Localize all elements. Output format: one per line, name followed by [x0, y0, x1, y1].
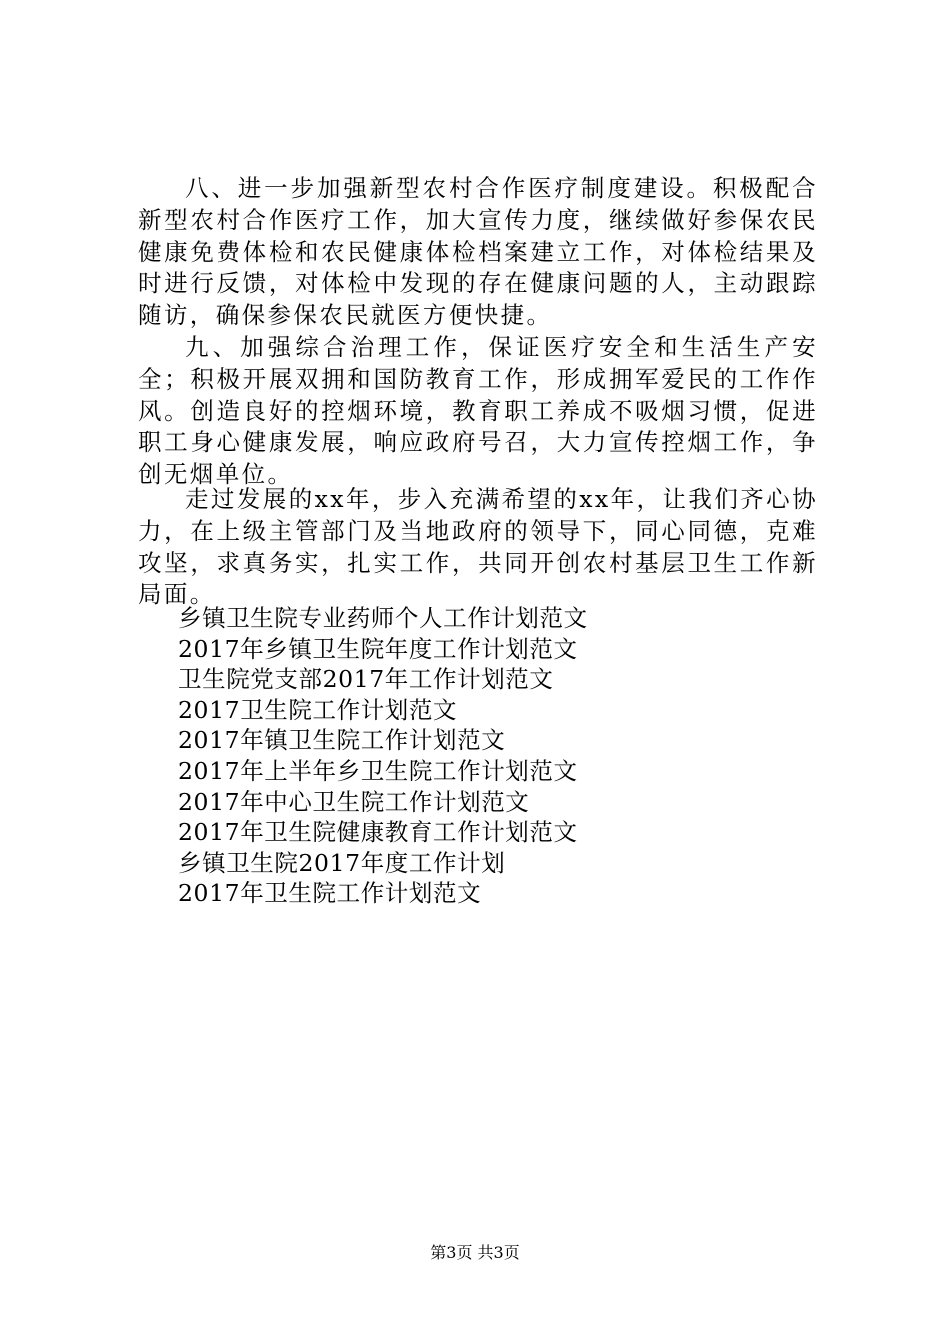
related-article-link[interactable]: 2017年上半年乡卫生院工作计划范文	[178, 756, 578, 785]
related-article-link[interactable]: 2017年镇卫生院工作计划范文	[178, 726, 506, 755]
related-article-link[interactable]: 乡镇卫生院专业药师个人工作计划范文	[178, 604, 588, 632]
related-articles-list	[178, 603, 588, 909]
related-article-link[interactable]: 2017卫生院工作计划范文	[178, 695, 458, 724]
related-article-link[interactable]: 乡镇卫生院2017年度工作计划	[178, 848, 506, 877]
related-article-link[interactable]: 2017年卫生院健康教育工作计划范文	[178, 818, 578, 847]
paragraph-cooperative-medical: 八、进一步加强新型农村合作医疗制度建设。积极配合新型农村合作医疗工作，加大宣传力度，继续做好参保农民健康免费体检和农民健康体检档案建立工作，对体检结果及时进行反馈，对体检中发现的存在健康问题的人，主动跟踪随访，确保参保农民就医方便快捷。	[138, 174, 818, 330]
related-article-link[interactable]: 2017年中心卫生院工作计划范文	[178, 787, 530, 816]
page-number-footer: 第3页 共3页	[430, 1243, 520, 1262]
related-article-link[interactable]: 卫生院党支部2017年工作计划范文	[178, 665, 554, 694]
related-article-link[interactable]: 2017年乡镇卫生院年度工作计划范文	[178, 634, 578, 663]
paragraph-conclusion: 走过发展的xx年，步入充满希望的xx年，让我们齐心协力，在上级主管部门及当地政府的领导下，同心同德，克难攻坚，求真务实，扎实工作，共同开创农村基层卫生工作新局面。	[138, 485, 818, 609]
paragraph-comprehensive-governance: 九、加强综合治理工作，保证医疗安全和生活生产安全；积极开展双拥和国防教育工作，形成拥军爱民的工作作风。创造良好的控烟环境，教育职工养成不吸烟习惯，促进职工身心健康发展，响应政府号召，大力宣传控烟工作，争创无烟单位。	[138, 333, 818, 489]
related-article-link[interactable]: 2017年卫生院工作计划范文	[178, 879, 482, 908]
